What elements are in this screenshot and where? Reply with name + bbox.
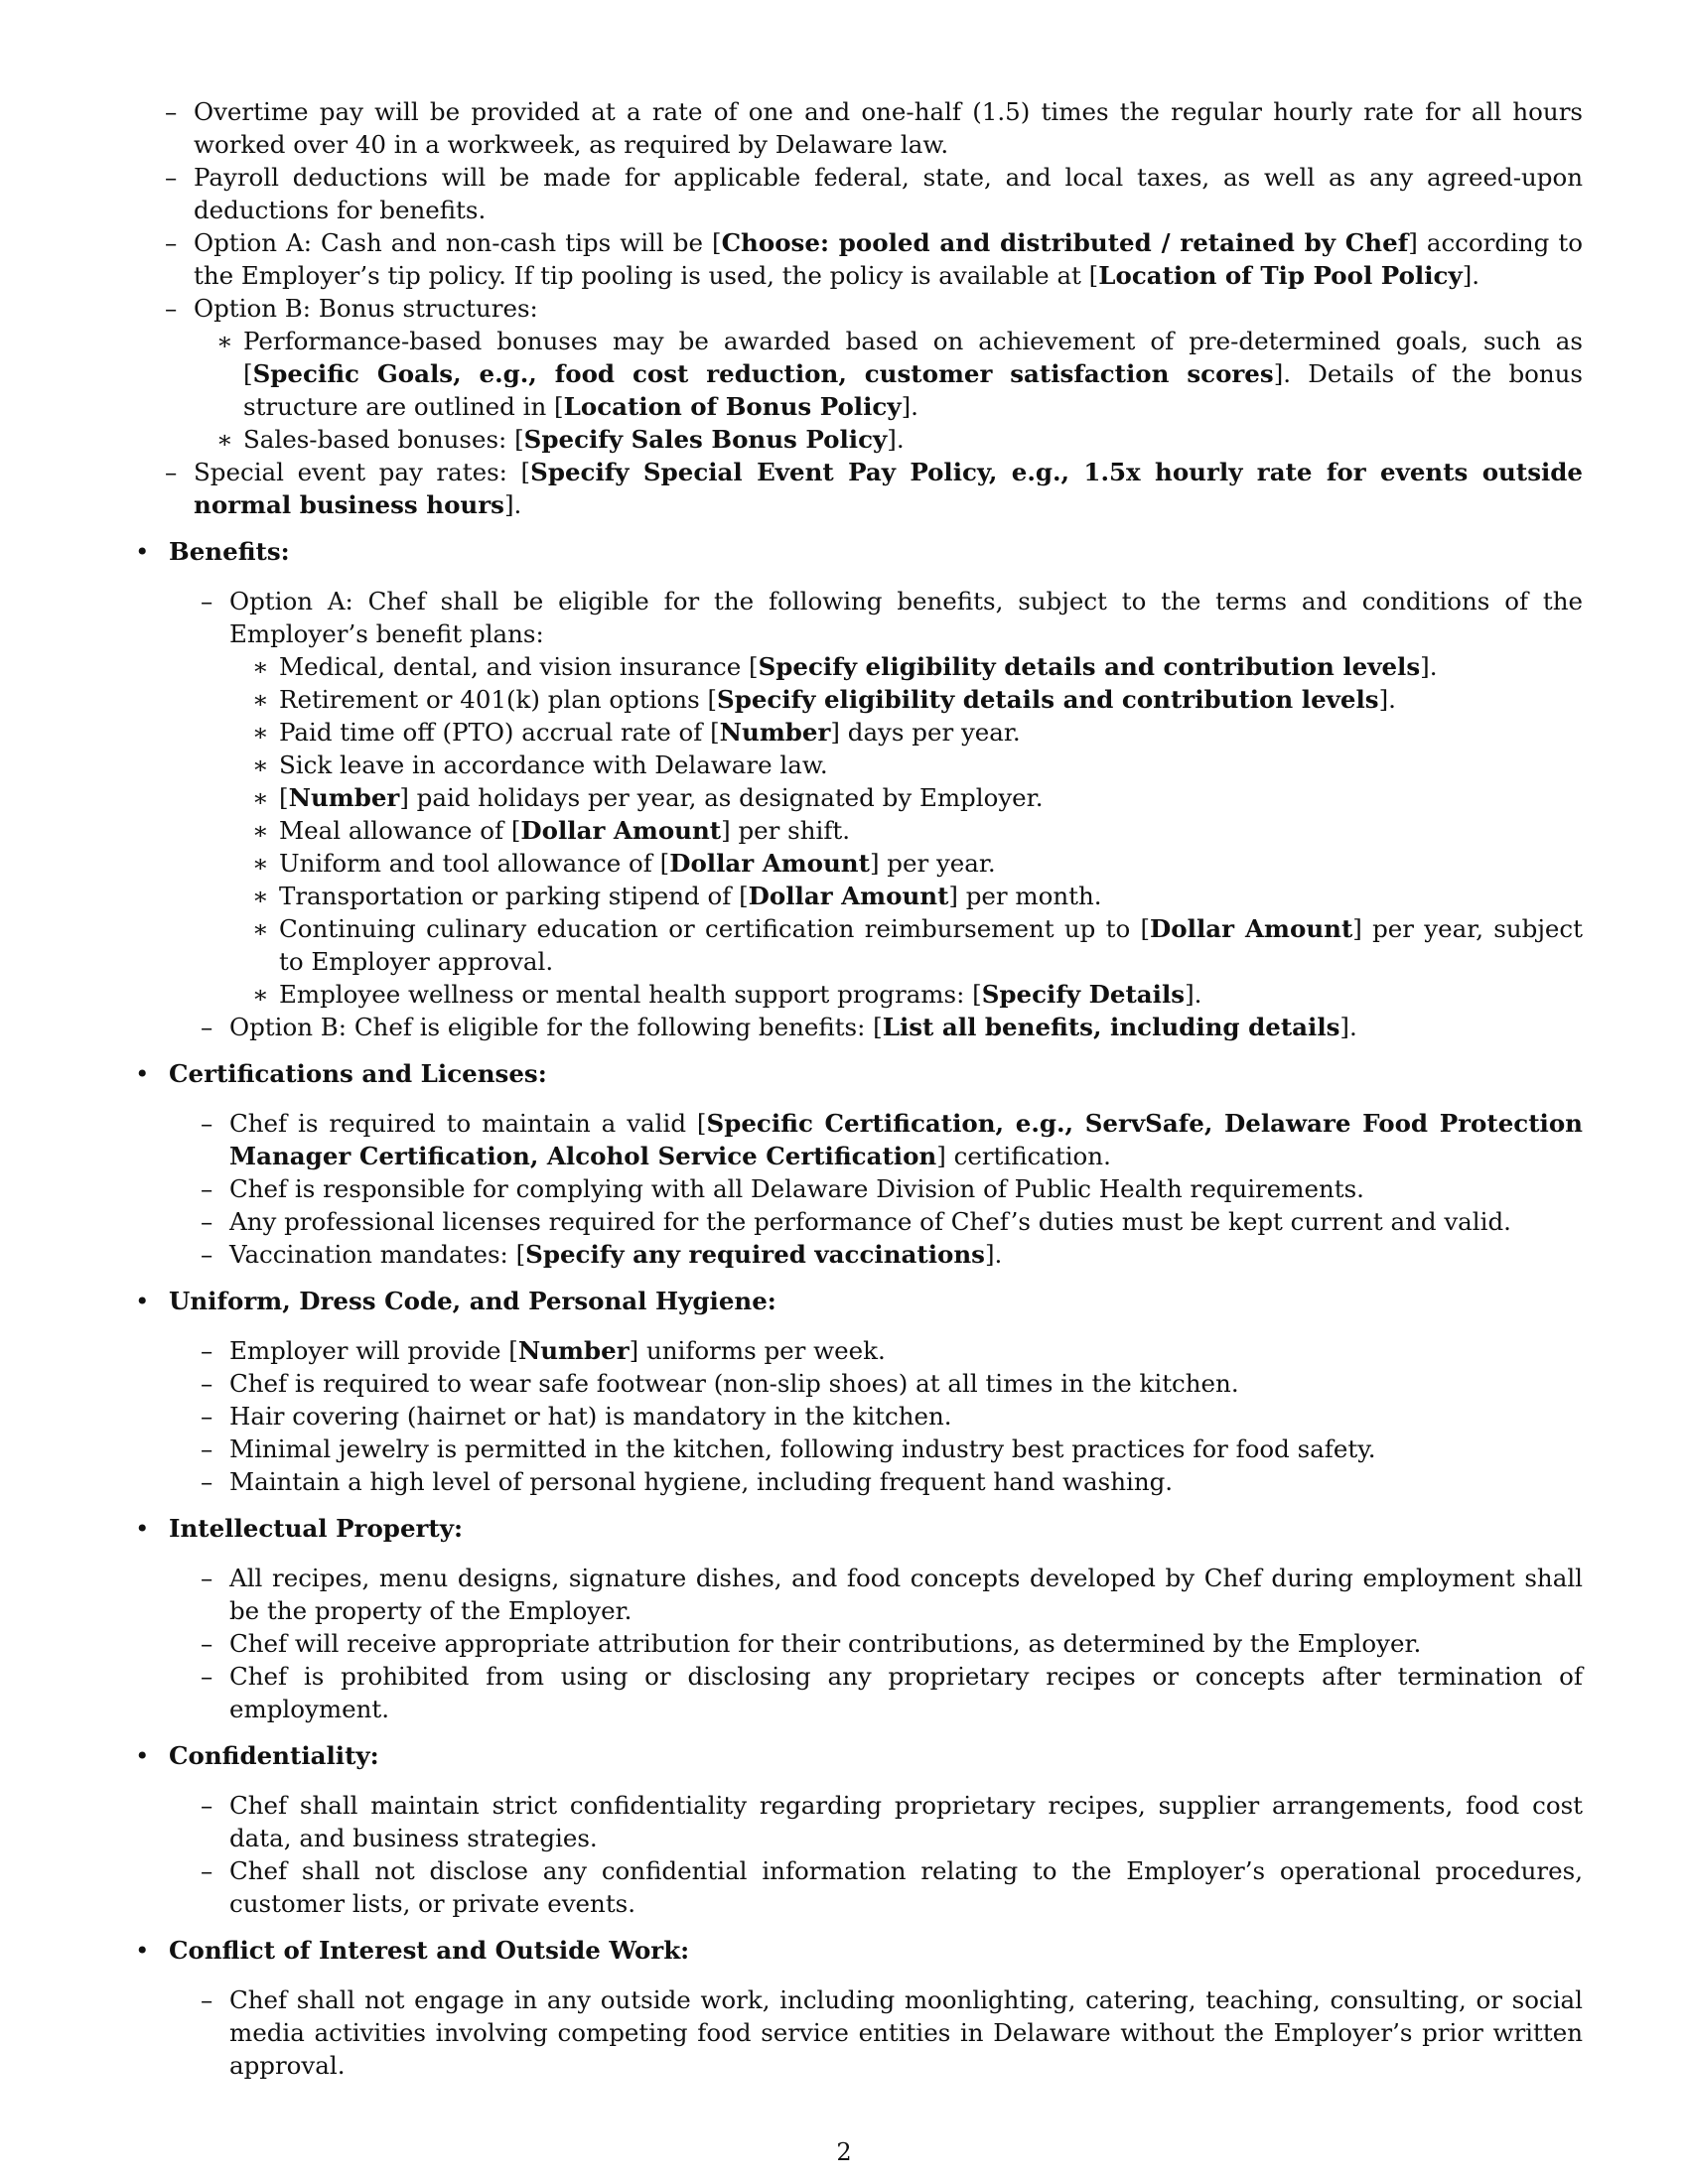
- placeholder-text: List all benefits, including details: [882, 1013, 1340, 1041]
- section-heading: Confidentiality:: [169, 1741, 379, 1770]
- list-item: [169, 1334, 1583, 1367]
- placeholder-text: Specific Certification, e.g., ServSafe, Delaware Food Protection Manager Certification, Alcohol Service Certification: [229, 1109, 1583, 1170]
- placeholder-text: Specify Details: [981, 980, 1186, 1009]
- asterisk-marker: ∗: [252, 914, 269, 943]
- sublist-item: [229, 716, 1583, 749]
- body-text: ].: [1420, 652, 1438, 681]
- section: [133, 1934, 1583, 2082]
- document-body: [133, 95, 1583, 2082]
- body-text: Option B: Bonus structures:: [194, 294, 538, 323]
- section-heading: Conflict of Interest and Outside Work:: [169, 1936, 690, 1965]
- placeholder-text: Specify eligibility details and contribution levels: [758, 652, 1421, 681]
- placeholder-text: Choose: pooled and distributed / retained by Chef: [721, 228, 1409, 257]
- list-item: [133, 292, 1583, 325]
- dash-marker: –: [165, 163, 178, 192]
- section-heading: Intellectual Property:: [169, 1514, 464, 1543]
- body-text: Chef will receive appropriate attribution for their contributions, as determined by the Employer.: [229, 1629, 1422, 1658]
- body-text: Sick leave in accordance with Delaware law.: [279, 751, 828, 779]
- list-item: [169, 1367, 1583, 1400]
- body-text: Overtime pay will be provided at a rate of one and one-half (1.5) times the regular hourly rate for all hours worked over 40 in a workweek, as required by Delaware law.: [194, 97, 1583, 159]
- dash-marker: –: [201, 1985, 213, 2014]
- sublist-item: [229, 814, 1583, 847]
- body-text: Option A: Chef shall be eligible for the following benefits, subject to the terms and conditions of the Employer’s benefit plans:: [229, 587, 1583, 648]
- dash-marker: –: [201, 1856, 213, 1885]
- body-text: ].: [887, 425, 905, 454]
- asterisk-marker: ∗: [252, 751, 269, 779]
- asterisk-marker: ∗: [216, 327, 233, 355]
- placeholder-text: Number: [719, 718, 831, 747]
- list-item: [169, 1854, 1583, 1920]
- placeholder-text: Dollar Amount: [669, 849, 870, 878]
- body-text: All recipes, menu designs, signature dishes, and food concepts developed by Chef during employment shall be the property of the Employer.: [229, 1564, 1583, 1625]
- body-text: ] days per year.: [830, 718, 1021, 747]
- body-text: Continuing culinary education or certification reimbursement up to [: [279, 914, 1151, 943]
- body-text: ].: [984, 1240, 1003, 1269]
- body-text: Meal allowance of [: [279, 816, 521, 845]
- dash-marker: –: [201, 587, 213, 615]
- body-text: Transportation or parking stipend of [: [279, 882, 749, 910]
- asterisk-marker: ∗: [252, 849, 269, 878]
- body-text: Uniform and tool allowance of [: [279, 849, 670, 878]
- dash-marker: –: [201, 1369, 213, 1398]
- section-heading: Benefits:: [169, 537, 290, 566]
- section: [133, 535, 1583, 1043]
- body-text: Option B: Chef is eligible for the following benefits: [: [229, 1013, 883, 1041]
- dash-marker: –: [201, 1240, 213, 1269]
- sublist-item: [229, 847, 1583, 880]
- body-text: Chef is responsible for complying with all Delaware Division of Public Health requirements.: [229, 1174, 1364, 1203]
- asterisk-marker: ∗: [252, 685, 269, 714]
- body-text: Employer will provide [: [229, 1336, 518, 1365]
- section-bullet: •: [135, 537, 150, 566]
- dash-marker: –: [201, 1564, 213, 1592]
- dash-marker: –: [201, 1109, 213, 1138]
- section-bullet: •: [135, 1936, 150, 1965]
- body-text: Retirement or 401(k) plan options [: [279, 685, 717, 714]
- list-item: [169, 1627, 1583, 1660]
- section-bullet: •: [135, 1741, 150, 1770]
- sublist-item: [194, 325, 1583, 423]
- body-text: Chef shall not engage in any outside work, including moonlighting, catering, teaching, consulting, or social media activities involving competing food service entities in Delaware without the Employer’s prior written approval.: [229, 1985, 1583, 2080]
- body-text: ].: [901, 392, 918, 421]
- asterisk-marker: ∗: [252, 816, 269, 845]
- list-item: [169, 1238, 1583, 1271]
- body-text: Hair covering (hairnet or hat) is mandatory in the kitchen.: [229, 1402, 952, 1431]
- dash-marker: –: [201, 1434, 213, 1463]
- dash-marker: –: [201, 1629, 213, 1658]
- body-text: Special event pay rates: [: [194, 458, 531, 486]
- section-bullet: •: [135, 1059, 150, 1088]
- body-text: Employee wellness or mental health support programs: [: [279, 980, 982, 1009]
- asterisk-marker: ∗: [252, 652, 269, 681]
- body-text: ] per year, subject to Employer approval.: [279, 914, 1583, 976]
- body-text: Medical, dental, and vision insurance [: [279, 652, 759, 681]
- list-item: [169, 1400, 1583, 1433]
- asterisk-marker: ∗: [252, 718, 269, 747]
- sublist-item: [229, 912, 1583, 978]
- body-text: Sales-based bonuses: [: [243, 425, 524, 454]
- placeholder-text: Number: [517, 1336, 630, 1365]
- placeholder-text: Location of Bonus Policy: [563, 392, 902, 421]
- placeholder-text: Specify any required vaccinations: [525, 1240, 985, 1269]
- list-item: [169, 585, 1583, 650]
- dash-marker: –: [201, 1791, 213, 1820]
- dash-marker: –: [201, 1336, 213, 1365]
- dash-marker: –: [165, 228, 178, 257]
- list-item: [169, 1205, 1583, 1238]
- body-text: ] certification.: [936, 1142, 1111, 1170]
- section: [133, 1285, 1583, 1498]
- dash-marker: –: [201, 1207, 213, 1236]
- sublist-item: [229, 978, 1583, 1011]
- section: [133, 1739, 1583, 1920]
- list-item: [169, 1660, 1583, 1725]
- section-bullet: •: [135, 1514, 150, 1543]
- placeholder-text: Dollar Amount: [520, 816, 722, 845]
- placeholder-text: Specify eligibility details and contribution levels: [717, 685, 1379, 714]
- section-heading: Certifications and Licenses:: [169, 1059, 547, 1088]
- dash-marker: –: [165, 458, 178, 486]
- dash-marker: –: [201, 1402, 213, 1431]
- body-text: ] according to the Employer’s tip policy. If tip pooling is used, the policy is available at [: [194, 228, 1583, 290]
- section: [133, 1512, 1583, 1725]
- body-text: Any professional licenses required for the performance of Chef’s duties must be kept current and valid.: [229, 1207, 1511, 1236]
- body-text: ].: [1185, 980, 1202, 1009]
- dash-marker: –: [201, 1662, 213, 1691]
- section-heading: Uniform, Dress Code, and Personal Hygiene:: [169, 1287, 776, 1315]
- body-text: ].: [1462, 261, 1480, 290]
- placeholder-text: Number: [288, 783, 400, 812]
- body-text: Performance-based bonuses may be awarded based on achievement of pre-determined goals, such as [: [243, 327, 1583, 388]
- asterisk-marker: ∗: [252, 783, 269, 812]
- body-text: ] uniforms per week.: [629, 1336, 886, 1365]
- sublist-item: [229, 683, 1583, 716]
- section-bullet: •: [135, 1287, 150, 1315]
- list-item: [169, 1172, 1583, 1205]
- placeholder-text: Specific Goals, e.g., food cost reduction, customer satisfaction scores: [252, 359, 1274, 388]
- page-number: 2: [836, 2138, 852, 2166]
- list-item: [169, 1465, 1583, 1498]
- section: [133, 1057, 1583, 1271]
- placeholder-text: Specify Special Event Pay Policy, e.g., 1.5x hourly rate for events outside normal business hours: [194, 458, 1584, 519]
- dash-marker: –: [201, 1013, 213, 1041]
- list-item: [133, 226, 1583, 292]
- body-text: ]. Details of the bonus structure are outlined in [: [243, 359, 1584, 421]
- sublist: [169, 650, 1583, 1011]
- list-item: [169, 1789, 1583, 1854]
- body-text: [: [279, 783, 289, 812]
- dash-marker: –: [165, 294, 178, 323]
- body-text: Option A: Cash and non-cash tips will be [: [194, 228, 722, 257]
- placeholder-text: Dollar Amount: [748, 882, 949, 910]
- body-text: Chef is required to maintain a valid [: [229, 1109, 707, 1138]
- asterisk-marker: ∗: [216, 425, 233, 454]
- body-text: Payroll deductions will be made for applicable federal, state, and local taxes, as well as any agreed-upon deductions for benefits.: [194, 163, 1583, 224]
- body-text: Chef is prohibited from using or disclosing any proprietary recipes or concepts after termination of employment.: [229, 1662, 1583, 1723]
- dash-marker: –: [201, 1174, 213, 1203]
- body-text: ] per shift.: [721, 816, 851, 845]
- body-text: ].: [1339, 1013, 1357, 1041]
- list-item: [133, 456, 1583, 521]
- list-item: [169, 1433, 1583, 1465]
- list-item: [133, 95, 1583, 161]
- sublist-item: [229, 781, 1583, 814]
- section: [133, 95, 1583, 521]
- body-text: Maintain a high level of personal hygiene, including frequent hand washing.: [229, 1467, 1174, 1496]
- sublist-item: [194, 423, 1583, 456]
- sublist-item: [229, 880, 1583, 912]
- body-text: Paid time off (PTO) accrual rate of [: [279, 718, 720, 747]
- body-text: ].: [503, 490, 522, 519]
- asterisk-marker: ∗: [252, 882, 269, 910]
- placeholder-text: Location of Tip Pool Policy: [1098, 261, 1463, 290]
- placeholder-text: Dollar Amount: [1150, 914, 1353, 943]
- body-text: ] paid holidays per year, as designated by Employer.: [399, 783, 1044, 812]
- sublist-item: [229, 650, 1583, 683]
- list-item: [169, 1107, 1583, 1172]
- body-text: Chef shall not disclose any confidential information relating to the Employer’s operational procedures, customer lists, or private events.: [229, 1856, 1583, 1918]
- placeholder-text: Specify Sales Bonus Policy: [523, 425, 888, 454]
- body-text: ].: [1378, 685, 1396, 714]
- body-text: Vaccination mandates: [: [229, 1240, 526, 1269]
- list-item: [169, 1562, 1583, 1627]
- sublist-item: [229, 749, 1583, 781]
- body-text: Chef shall maintain strict confidentiality regarding proprietary recipes, supplier arrangements, food cost data, and business strategies.: [229, 1791, 1583, 1852]
- list-item: [169, 1983, 1583, 2082]
- list-item: [169, 1011, 1583, 1043]
- asterisk-marker: ∗: [252, 980, 269, 1009]
- body-text: ] per month.: [948, 882, 1102, 910]
- dash-marker: –: [201, 1467, 213, 1496]
- sublist: [133, 325, 1583, 456]
- body-text: ] per year.: [869, 849, 996, 878]
- list-item: [133, 161, 1583, 226]
- dash-marker: –: [165, 97, 178, 126]
- body-text: Minimal jewelry is permitted in the kitchen, following industry best practices for food safety.: [229, 1434, 1376, 1463]
- body-text: Chef is required to wear safe footwear (non-slip shoes) at all times in the kitchen.: [229, 1369, 1239, 1398]
